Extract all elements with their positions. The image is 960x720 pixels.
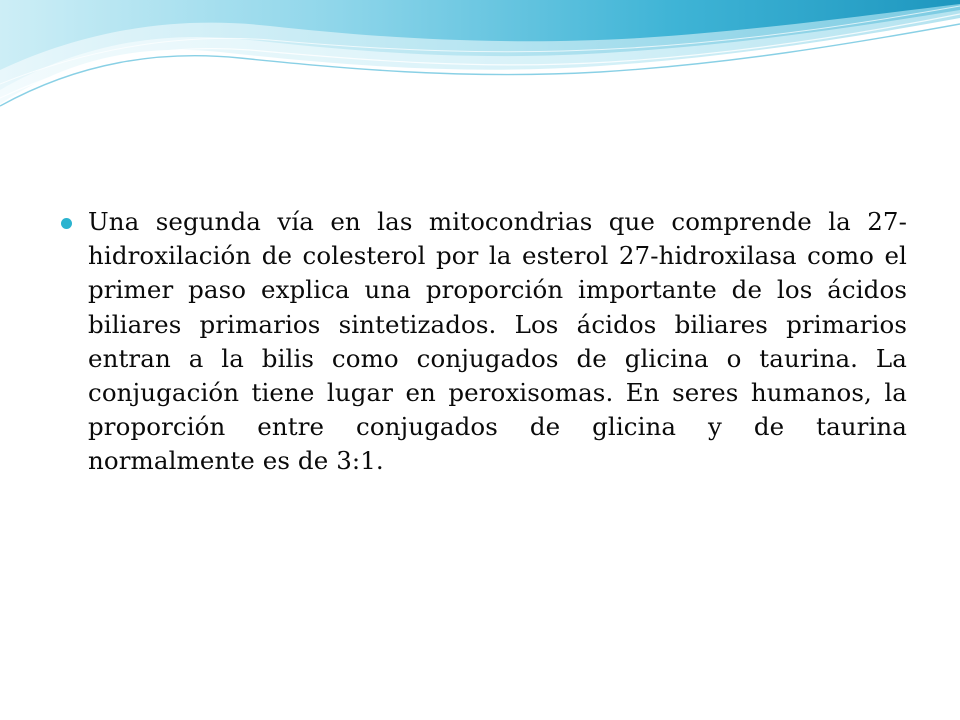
bullet-text: Una segunda vía en las mitocondrias que comprende la 27-hidroxilación de colesterol por la esterol 27-hidroxilasa como el primer paso explica una proporción importante de los ácidos biliares primarios sintetizados. Los ácidos biliares primarios entran a la bilis como conjugados de glicina o taurina. La conjugación tiene lugar en peroxisomas. En seres humanos, la proporción entre conjugados de glicina y de taurina normalmente es de 3:1. (88, 207, 907, 476)
header-wave-decoration (0, 0, 960, 120)
bullet-dot-icon (61, 218, 72, 229)
content-area (60, 205, 907, 479)
bullet-item (60, 205, 907, 479)
